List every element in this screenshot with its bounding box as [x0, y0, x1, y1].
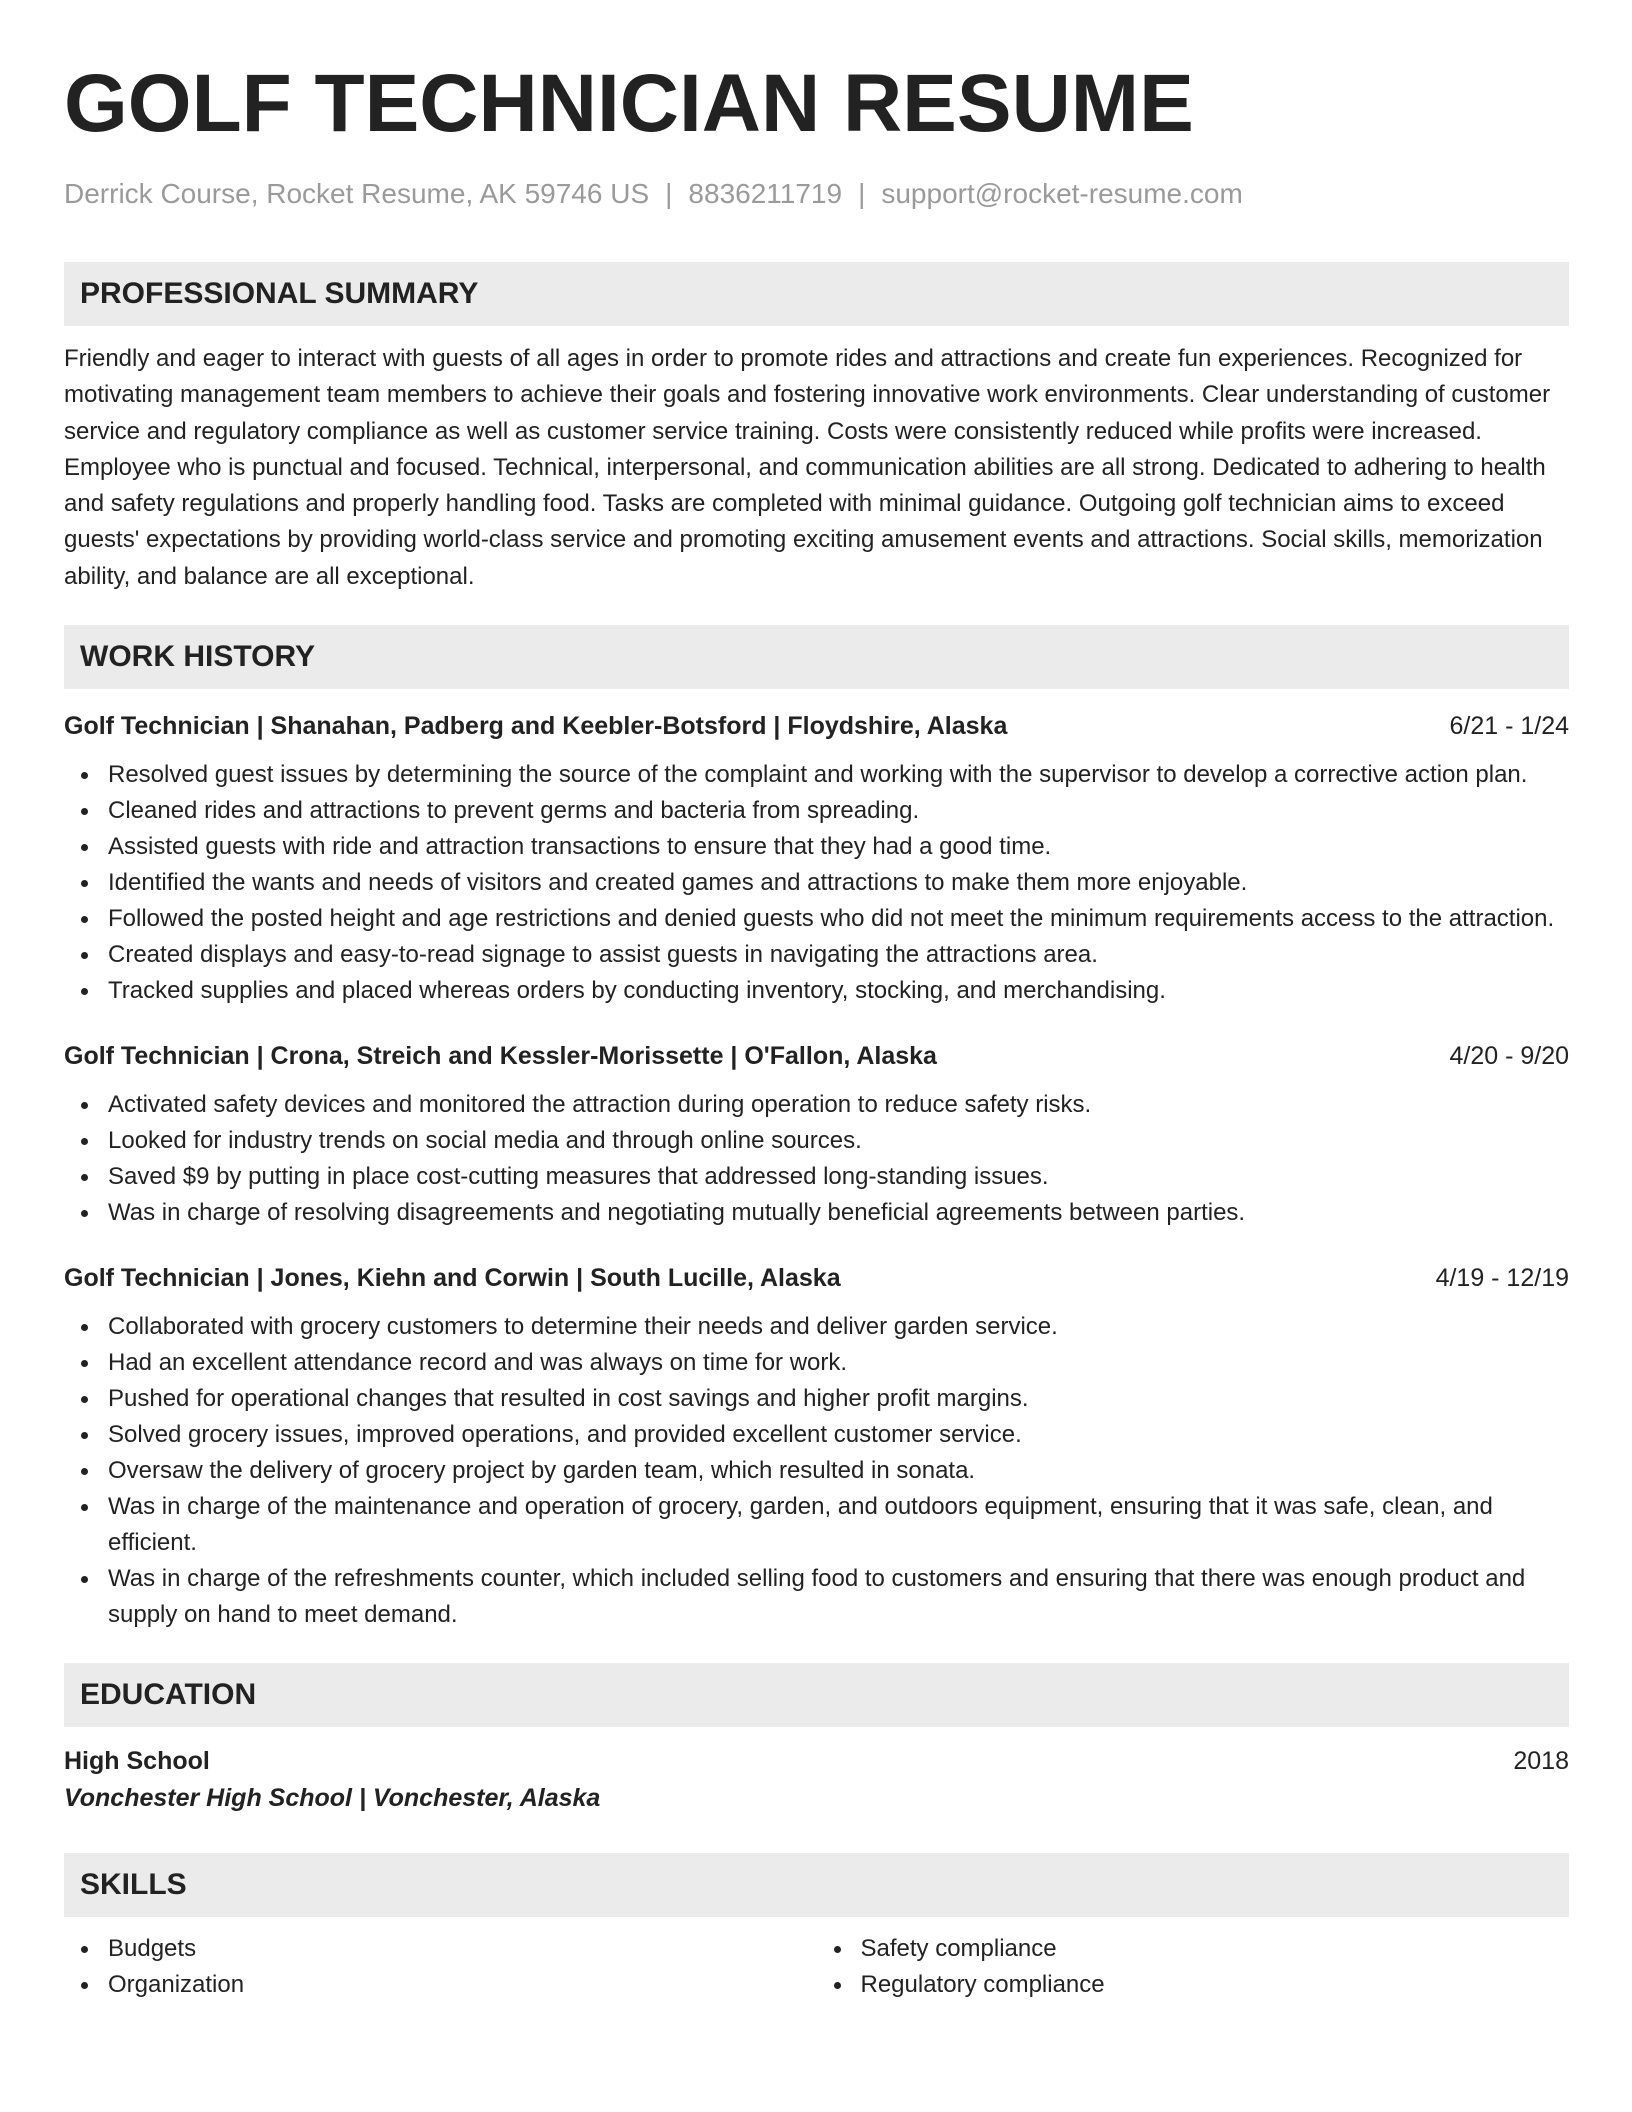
section-heading-summary: PROFESSIONAL SUMMARY [64, 262, 1569, 326]
list-item: Solved grocery issues, improved operations, and provided excellent customer service. [64, 1417, 1569, 1453]
list-item: Collaborated with grocery customers to determine their needs and deliver garden service. [64, 1309, 1569, 1345]
job-title: Golf Technician | Jones, Kiehn and Corwin | South Lucille, Alaska [64, 1264, 841, 1293]
list-item: Oversaw the delivery of grocery project by garden team, which resulted in sonata. [64, 1453, 1569, 1489]
job-header [64, 1039, 1569, 1073]
list-item: Regulatory compliance [817, 1967, 1570, 2003]
list-item: Saved $9 by putting in place cost-cutting measures that addressed long-standing issues. [64, 1159, 1569, 1195]
contact-separator: | [665, 178, 673, 209]
list-item: Tracked supplies and placed whereas orders by conducting inventory, stocking, and merchandising. [64, 973, 1569, 1009]
list-item: Identified the wants and needs of visitors and created games and attractions to make them more enjoyable. [64, 865, 1569, 901]
contact-line [64, 176, 1569, 212]
education-degree: High School [64, 1747, 210, 1776]
skills-list [64, 1931, 1569, 2003]
contact-phone: 8836211719 [688, 178, 843, 209]
job-bullets [64, 1087, 1569, 1231]
skills-column-right [817, 1931, 1570, 2003]
section-heading-skills: SKILLS [64, 1853, 1569, 1917]
contact-separator: | [858, 178, 866, 209]
list-item: Cleaned rides and attractions to prevent germs and bacteria from spreading. [64, 793, 1569, 829]
list-item: Was in charge of the refreshments counter, which included selling food to customers and ensuring that there was enough product and supply on hand to meet demand. [64, 1561, 1569, 1633]
list-item: Looked for industry trends on social media and through online sources. [64, 1123, 1569, 1159]
job-bullets [64, 1309, 1569, 1633]
job-entry [64, 1261, 1569, 1633]
job-dates: 6/21 - 1/24 [1449, 712, 1569, 741]
list-item: Safety compliance [817, 1931, 1570, 1967]
education-year: 2018 [1513, 1747, 1569, 1776]
job-header [64, 1261, 1569, 1295]
list-item: Budgets [64, 1931, 817, 1967]
list-item: Resolved guest issues by determining the source of the complaint and working with the supervisor to develop a corrective action plan. [64, 757, 1569, 793]
list-item: Had an excellent attendance record and was always on time for work. [64, 1345, 1569, 1381]
list-item: Assisted guests with ride and attraction transactions to ensure that they had a good time. [64, 829, 1569, 865]
list-item: Organization [64, 1967, 817, 2003]
list-item: Created displays and easy-to-read signage to assist guests in navigating the attractions area. [64, 937, 1569, 973]
summary-text: Friendly and eager to interact with guests of all ages in order to promote rides and attractions and create fun experiences. Recognized for motivating management team members to achieve their goals and fostering innovative work environments. Clear understanding of customer service and regulatory compliance as well as customer service training. Costs were consistently reduced while profits were increased. Employee who is punctual and focused. Technical, interpersonal, and communication abilities are all strong. Dedicated to adhering to health and safety regulations and properly handling food. Tasks are completed with minimal guidance. Outgoing golf technician aims to exceed guests' expectations by providing world-class service and promoting exciting amusement events and attractions. Social skills, memorization ability, and balance are all exceptional. [64, 345, 1551, 590]
job-entry [64, 709, 1569, 1009]
section-heading-education: EDUCATION [64, 1663, 1569, 1727]
job-header [64, 709, 1569, 743]
contact-email: support@rocket-resume.com [881, 178, 1243, 209]
job-entry [64, 1039, 1569, 1231]
list-item: Was in charge of the maintenance and operation of grocery, garden, and outdoors equipment, ensuring that it was safe, clean, and efficient. [64, 1489, 1569, 1561]
education-header [64, 1743, 1569, 1779]
list-item: Was in charge of resolving disagreements and negotiating mutually beneficial agreements between parties. [64, 1195, 1569, 1231]
list-item: Activated safety devices and monitored the attraction during operation to reduce safety risks. [64, 1087, 1569, 1123]
job-dates: 4/20 - 9/20 [1449, 1042, 1569, 1071]
job-dates: 4/19 - 12/19 [1435, 1264, 1569, 1293]
section-heading-work: WORK HISTORY [64, 625, 1569, 689]
skills-column-left [64, 1931, 817, 2003]
resume-title: GOLF TECHNICIAN RESUME [64, 58, 1194, 149]
education-school: Vonchester High School | Vonchester, Alaska [64, 1784, 601, 1813]
list-item: Followed the posted height and age restrictions and denied guests who did not meet the minimum requirements access to the attraction. [64, 901, 1569, 937]
list-item: Pushed for operational changes that resulted in cost savings and higher profit margins. [64, 1381, 1569, 1417]
contact-address: Derrick Course, Rocket Resume, AK 59746 US [64, 178, 650, 209]
job-title: Golf Technician | Crona, Streich and Kessler-Morissette | O'Fallon, Alaska [64, 1042, 937, 1071]
job-bullets [64, 757, 1569, 1009]
job-title: Golf Technician | Shanahan, Padberg and Keebler-Botsford | Floydshire, Alaska [64, 712, 1008, 741]
